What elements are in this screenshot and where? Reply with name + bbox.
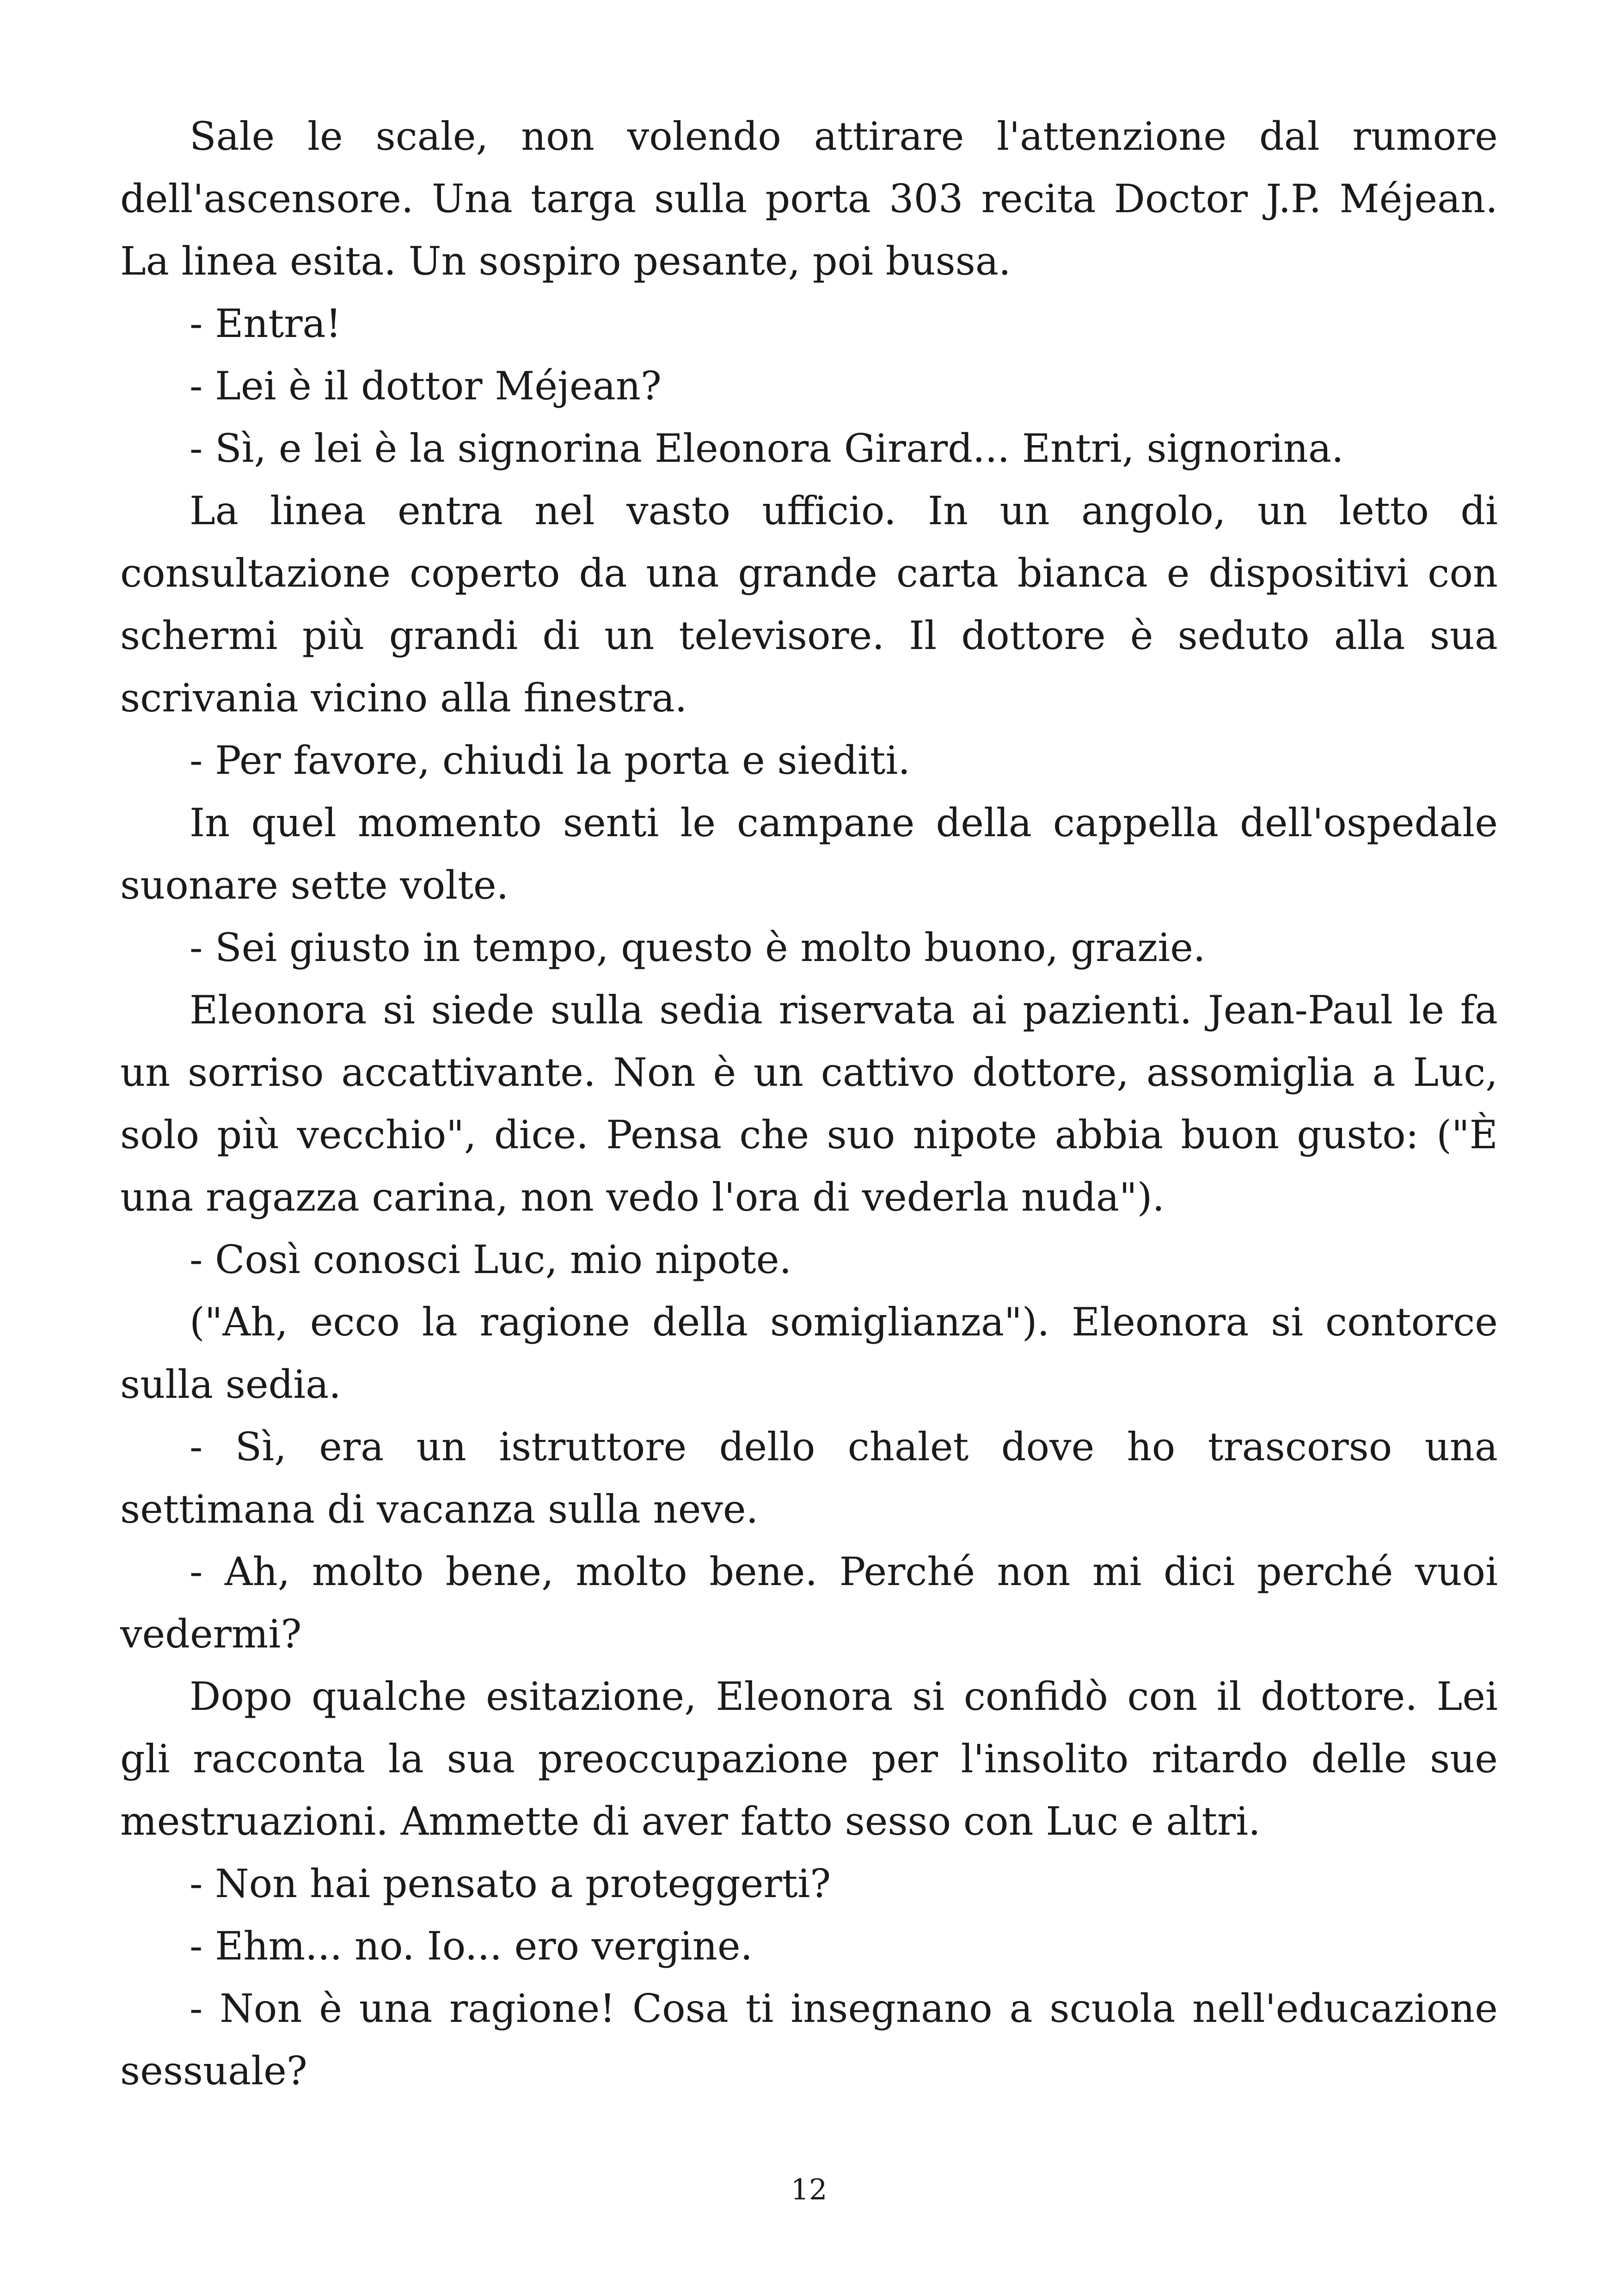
dialogue-line-door: - Per favore, chiudi la porta e siediti. [190, 738, 911, 783]
dialogue-line-why: - Ah, molto bene, molto bene. Perché non mi dici perché vuoi vedermi? [120, 1549, 1498, 1657]
paragraph-office: La linea entra nel vasto ufficio. In un angolo, un letto di consultazione coperto da una grande carta bianca e dispositivi con schermi più grandi di un televisore. Il dottore è seduto alla sua scrivania vicino alla finestra. [120, 488, 1498, 721]
page-number: 12 [791, 2173, 827, 2206]
dialogue-line-virgin: - Ehm... no. Io... ero vergine. [190, 1923, 753, 1969]
paragraph-confides: Dopo qualche esitazione, Eleonora si confidò con il dottore. Lei gli racconta la sua preoccupazione per l'insolito ritardo delle sue mestruazioni. Ammette di aver fatto sesso con Luc e altri. [120, 1674, 1498, 1844]
dialogue-line-entra: - Entra! [190, 301, 342, 346]
paragraph-resemblance: ("Ah, ecco la ragione della somiglianza"). Eleonora si contorce sulla sedia. [120, 1299, 1498, 1407]
body-text [120, 105, 1498, 2102]
dialogue-line-reply: - Sì, e lei è la signorina Eleonora Girard... Entri, signorina. [190, 426, 1344, 471]
paragraph-1: Sale le scale, non volendo attirare l'attenzione dal rumore dell'ascensore. Una targa sulla porta 303 recita Doctor J.P. Méjean. La linea esita. Un sospiro pesante, poi bussa. [120, 114, 1498, 284]
dialogue-line-school: - Non è una ragione! Cosa ti insegnano a scuola nell'educazione sessuale? [120, 1986, 1498, 2094]
paragraph-eleonora-sits: Eleonora si siede sulla sedia riservata ai pazienti. Jean-Paul le fa un sorriso accattivante. Non è un cattivo dottore, assomiglia a Luc, solo più vecchio", dice. Pensa che suo nipote abbia buon gusto: ("È una ragazza carina, non vedo l'ora di vederla nuda"). [120, 987, 1498, 1220]
dialogue-line-time: - Sei giusto in tempo, questo è molto buono, grazie. [190, 925, 1206, 970]
dialogue-line-instructor: - Sì, era un istruttore dello chalet dove ho trascorso una settimana di vacanza sulla neve. [120, 1424, 1498, 1532]
dialogue-line-question: - Lei è il dottor Méjean? [190, 363, 662, 409]
dialogue-line-protect: - Non hai pensato a proteggerti? [190, 1861, 831, 1906]
paragraph-bells: In quel momento senti le campane della cappella dell'ospedale suonare sette volte. [120, 800, 1498, 908]
dialogue-line-luc: - Così conosci Luc, mio nipote. [190, 1237, 792, 1282]
